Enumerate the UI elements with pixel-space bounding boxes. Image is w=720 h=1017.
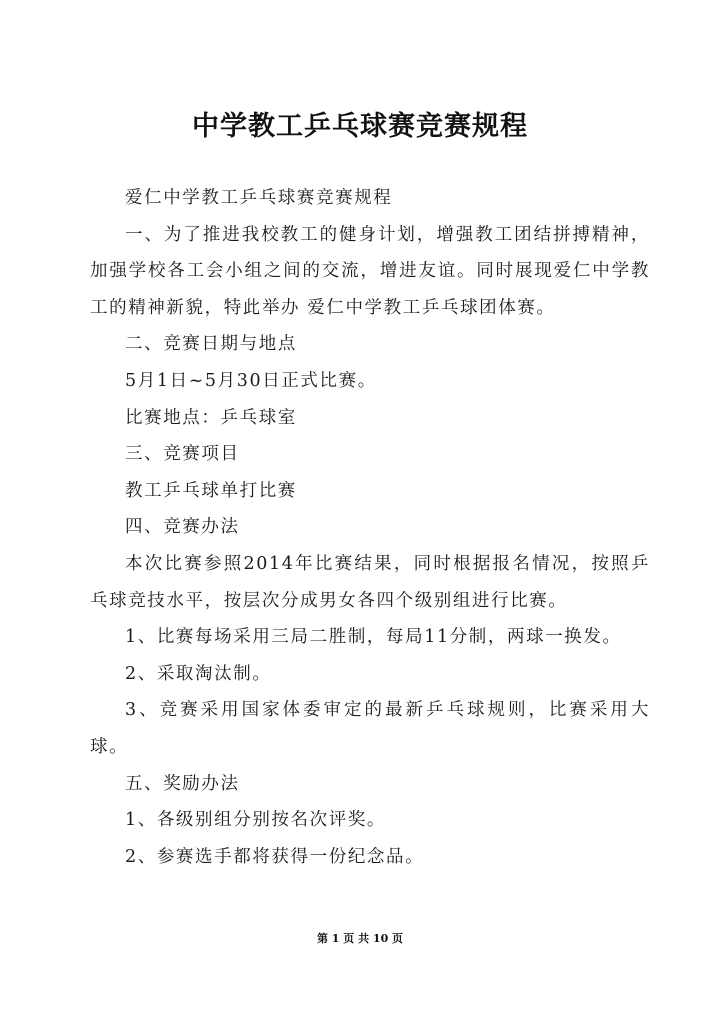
paragraph-award-1: 1、各级别组分别按名次评奖。 [125, 810, 387, 831]
page-footer [0, 930, 720, 946]
paragraph-event: 教工乒乓球单打比赛 [125, 480, 297, 501]
paragraph-rule-1: 1、比赛每场采用三局二胜制，每局11分制，两球一换发。 [125, 627, 622, 648]
paragraph-heading-2: 二、竞赛日期与地点 [125, 334, 297, 355]
paragraph-method: 本次比赛参照2014年比赛结果，同时根据报名情况，按照乒乓球竞技水平，按层次分成男女各四个级别组进行比赛。 [90, 553, 650, 611]
paragraph-dates: 5月1日~5月30日正式比赛。 [125, 370, 377, 391]
page-number: 第 1 页 共 10 页 [316, 932, 404, 945]
paragraph-award-2: 2、参赛选手都将获得一份纪念品。 [125, 846, 425, 867]
paragraph-rule-3: 3、竞赛采用国家体委审定的最新乒乓球规则，比赛采用大球。 [90, 700, 650, 757]
paragraph-subtitle: 爱仁中学教工乒乓球赛竞赛规程 [125, 188, 393, 208]
paragraph-section-1: 一、为了推进我校教工的健身计划，增强教工团结拼搏精神，加强学校各工会小组之间的交流，增进友谊。同时展现爱仁中学教工的精神新貌，特此举办 爱仁中学教工乒乓球团体赛。 [90, 224, 650, 318]
paragraph-heading-4: 四、竞赛办法 [125, 517, 240, 538]
paragraph-heading-5: 五、奖励办法 [125, 773, 240, 794]
paragraph-rule-2: 2、采取淘汰制。 [125, 663, 272, 684]
paragraph-venue: 比赛地点：乒乓球室 [125, 407, 297, 428]
paragraph-heading-3: 三、竞赛项目 [125, 444, 240, 465]
document-body [90, 180, 650, 875]
document-title: 中学教工乒乓球赛竞赛规程 [192, 111, 528, 142]
